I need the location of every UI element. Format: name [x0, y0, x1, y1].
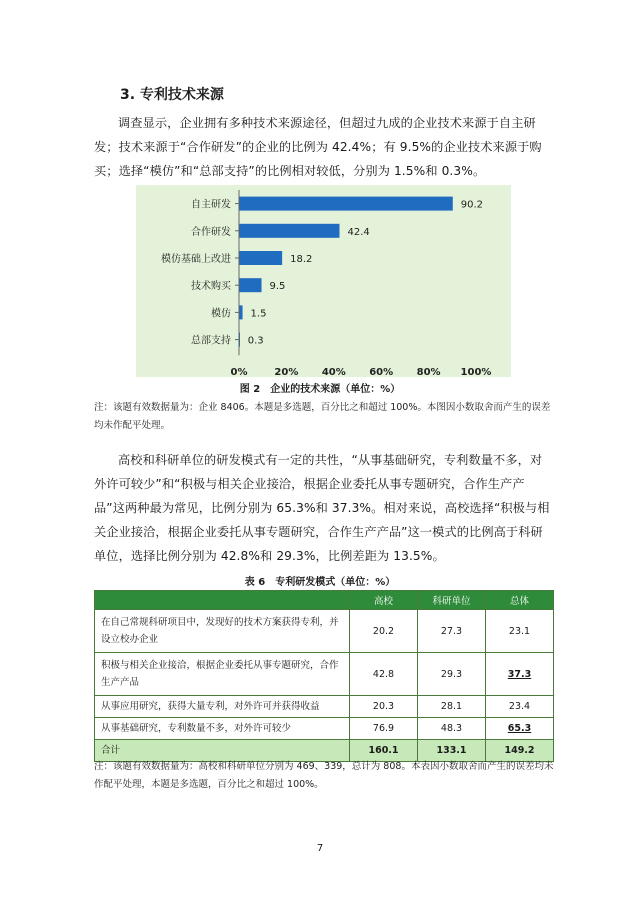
paragraph-tech-sources: 调查显示，企业拥有多种技术来源途径，但超过九成的企业技术来源于自主研发；技术来源于“合作研发”的企业的比例为 42.4%；有 9.5%的企业技术来源于购买；选择“模仿”和“总部支持”的比例相对较低，分别为 1.5%和 0.3%。 [94, 116, 542, 178]
bar [239, 278, 262, 292]
table-header-row [95, 591, 554, 610]
table-row [95, 696, 554, 718]
figure-caption: 图 2 企业的技术来源（单位：%） [239, 384, 401, 395]
cell-overall-cell [486, 718, 554, 740]
table-row [95, 610, 554, 653]
paragraph-rd-modes: 高校和科研单位的研发模式有一定的共性，“从事基础研究，专利数量不多，对外许可较少”和“积极与相关企业接洽，根据企业委托从事专题研究，合作生产产品”这两种最为常见，比例分别为 65.3%和 37.3%。相对来说，高校选择“积极与相关企业接洽，根据企业委托从事专题研究，合作生产产品”这一模式的比例高于科研单位，选择比例分别为 42.8%和 29.3%，比例差距为 13.5%。 [94, 453, 550, 563]
header-university: 高校 [350, 591, 418, 610]
chart-svg [136, 185, 511, 377]
data-label: 0.3 [247, 335, 264, 347]
data-label: 90.2 [460, 199, 484, 211]
row-label: 在自己常规科研项目中，发现好的技术方案获得专利，并设立校办企业 [95, 610, 350, 653]
cell-overall: 23.1 [486, 610, 554, 653]
cell-research-unit: 27.3 [418, 610, 486, 653]
table-caption: 表 6 专利研发模式（单位：%） [244, 577, 396, 588]
tech-source-chart [136, 185, 511, 377]
total-overall: 149.2 [486, 740, 554, 762]
x-tick-label: 40% [321, 367, 346, 377]
data-label: 9.5 [269, 281, 286, 293]
total-university: 160.1 [350, 740, 418, 762]
cell-overall: 23.4 [486, 696, 554, 718]
x-tick-label: 20% [274, 367, 299, 377]
cell-university: 76.9 [350, 718, 418, 740]
data-label: 42.4 [347, 226, 370, 238]
cell-overall-highlight: 65.3 [507, 723, 532, 734]
row-label: 从事基础研究，专利数量不多，对外许可较少 [95, 718, 350, 740]
bar [239, 224, 339, 238]
total-label: 合计 [95, 740, 350, 762]
table-row [95, 653, 554, 696]
cell-overall-highlight: 37.3 [507, 668, 532, 680]
row-label: 从事应用研究，获得大量专利，对外许可并获得收益 [95, 696, 350, 718]
header-blank [95, 591, 350, 610]
x-tick-label: 100% [460, 367, 492, 377]
category-label: 模仿基础上改进 [161, 254, 231, 265]
cell-university: 20.3 [350, 696, 418, 718]
rd-mode-table [94, 590, 554, 762]
header-overall: 总体 [486, 591, 554, 610]
section-heading: 3. 专利技术来源 [120, 87, 224, 103]
category-label: 自主研发 [191, 199, 231, 211]
x-tick-label: 80% [416, 367, 441, 377]
x-tick-label: 60% [369, 367, 394, 377]
category-label: 技术购买 [191, 281, 231, 293]
category-label: 总部支持 [191, 335, 231, 347]
figure-note: 注：该题有效数据量为：企业 8406。本题是多选题，百分比之和超过 100%。本图因小数取舍而产生的误差均未作配平处理。 [94, 402, 551, 431]
table-note: 注：该题有效数据量为：高校和科研单位分别为 469、339，总计为 808。本表因小数取舍而产生的误差均未作配平处理，本题是多选题，百分比之和超过 100%。 [94, 761, 554, 790]
bar [239, 305, 243, 319]
cell-research-unit: 48.3 [418, 718, 486, 740]
cell-research-unit: 29.3 [418, 653, 486, 696]
bar [239, 251, 282, 265]
table-row [95, 718, 554, 740]
cell-overall-cell [486, 653, 554, 696]
row-label: 积极与相关企业接洽，根据企业委托从事专题研究，合作生产产品 [95, 653, 350, 696]
cell-research-unit: 28.1 [418, 696, 486, 718]
total-research-unit: 133.1 [418, 740, 486, 762]
header-research-unit: 科研单位 [418, 591, 486, 610]
data-label: 1.5 [250, 308, 267, 320]
cell-university: 42.8 [350, 653, 418, 696]
bar [239, 197, 453, 211]
category-label: 合作研发 [191, 226, 231, 238]
cell-university: 20.2 [350, 610, 418, 653]
page-number: 7 [316, 843, 324, 854]
data-label: 18.2 [290, 254, 313, 265]
x-tick-label: 0% [230, 367, 248, 377]
category-label: 模仿 [211, 308, 231, 320]
